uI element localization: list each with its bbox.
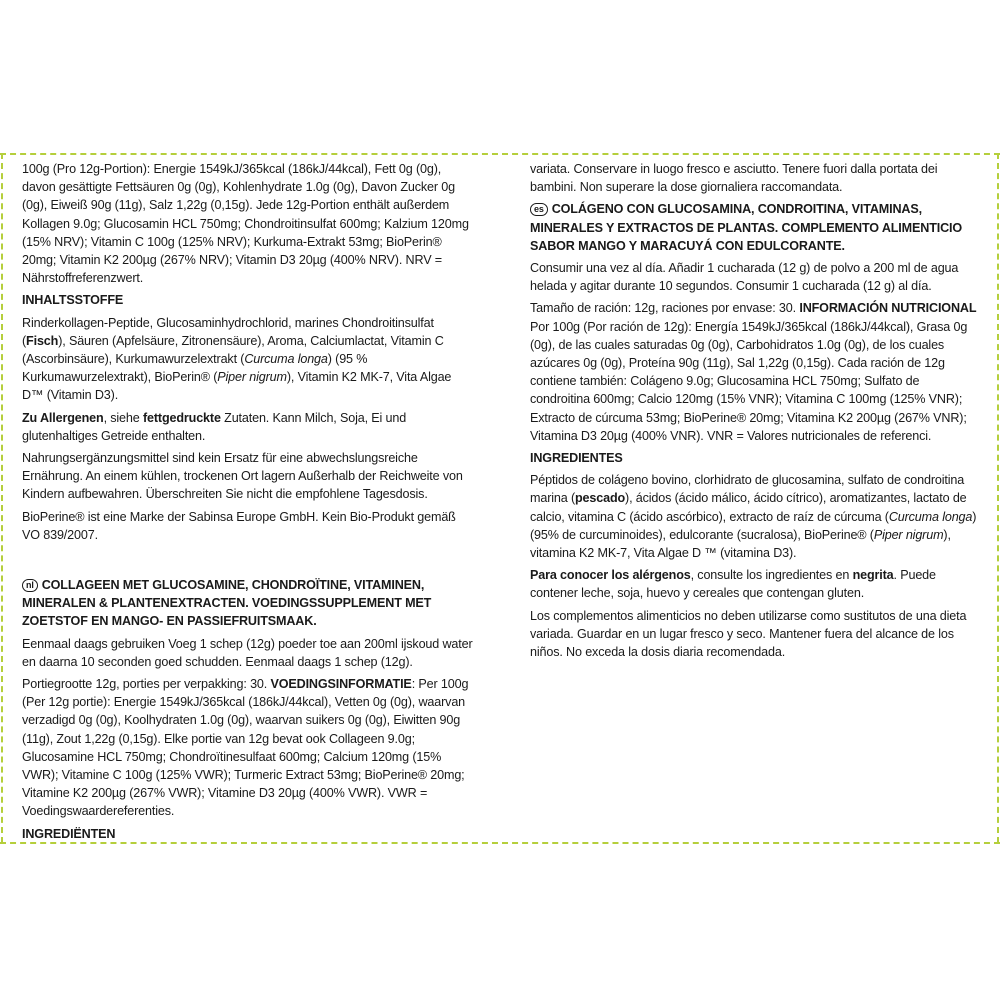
german-nutrition: 100g (Pro 12g-Portion): Energie 1549kJ/365kcal (186kJ/44kcal), Fett 0g (0g), davon gesättigte Fettsäuren 0g (0g), Kohlenhydrate 1.0g (0g), Davon Zucker 0g (0g), Eiweiß 90g (11g), Salz 1,22g (0,15g). Jede 12g-Portion enthält außerdem Kollagen 9.0g; Glucosamin HCL 750mg; Chondroitinsulfat 600mg; Kalzium 120mg (15% NRV); Vitamin C 100g (125% NRV); Kurkuma-Extrakt 53mg; BioPerin® 20mg; Vitamin K2 200µg (267% NRV); Vitamin D3 20µg (400% NRV). NRV = Nährstoffreferenzwert. [22, 162, 469, 286]
german-section [22, 160, 474, 548]
spanish-ingredients: Péptidos de colágeno bovino, clorhidrato de glucosamina, sulfato de condroitina marina (pescado), ácidos (ácido málico, ácido cítrico), aromatizantes, lactato de calcio, vitamina C (ácido ascórbico), extracto de raíz de cúrcuma (Curcuma longa) (95% de curcuminoides), edulcorante (sucralosa), BioPerine® (Piper nigrum), vitamina K2 MK-7, Vita Algae D ™ (vitamina D3). [530, 473, 977, 561]
spanish-warning: Los complementos alimenticios no deben utilizarse como sustitutos de una dieta variada. Guardar en un lugar fresco y seco. Mantener fuera del alcance de los niños. No exceda la dosis diaria recomendada. [530, 608, 967, 660]
german-trademark: BioPerine® ist eine Marke der Sabinsa Europe GmbH. Kein Bio-Produkt gemäß VO 839/2007. [22, 509, 456, 542]
dutch-nutrition: Portiegrootte 12g, porties per verpakking: 30. VOEDINGSINFORMATIE: Per 100g (Per 12g portie): Energie 1549kJ/365kcal (186kJ/44kcal), Vetten 0g (0g), waarvan verzadigd 0g (0g), Koolhydraten 1.0g (0g), waarvan suikers 0g (0g), Eiwitten 90g (11g), Zout 1,22g (0,15g). Elke portie van 12g bevat ook Collageen 9.0g; Glucosamine HCL 750mg; Chondroïtinesulfaat 600mg; Calcium 120mg (15% VWR); Vitamine C 100g (125% VWR); Turmeric Extract 53mg; BioPerine® 20mg; Vitamine K2 200µg (267% VWR); Vitamine D3 20µg (400% VWR). VWR = Voedingswaardereferenties. [22, 677, 469, 819]
spanish-section [530, 160, 978, 665]
language-badge-nl: nl [22, 579, 38, 592]
italian-warning-tail: variata. Conservare in luogo fresco e asciutto. Tenere fuori dalla portata dei bambini. Non superare la dose giornaliera raccomandata. [530, 162, 938, 195]
language-badge-es: es [530, 203, 548, 216]
spanish-usage: Consumir una vez al día. Añadir 1 cucharada (12 g) de polvo a 200 ml de agua helada y agitar durante 10 segundos. Consumir 1 cucharada (12 g) al día. [530, 261, 959, 294]
dutch-title: nl COLLAGEEN MET GLUCOSAMINE, CHONDROÏTINE, VITAMINEN, MINERALEN & PLANTENEXTRACTEN. VOEDINGSSUPPLEMENT MET ZOETSTOF EN MANGO- EN PASSIEFRUITSMAAK. [22, 578, 432, 629]
spanish-ingredients-heading: INGREDIENTES [530, 451, 623, 466]
german-ingredients-heading: INHALTSSTOFFE [22, 293, 124, 308]
right-dashed-border [997, 153, 999, 843]
top-dashed-divider [0, 153, 1000, 155]
german-warning: Nahrungsergänzungsmittel sind kein Ersatz für eine abwechslungsreiche Ernährung. An einem kühlen, trockenen Ort lagern Außerhalb der Reichweite von Kindern aufbewahren. Überschreiten Sie nicht die empfohlene Tagesdosis. [22, 451, 463, 502]
german-allergens: Zu Allergenen, siehe fettgedruckte Zutaten. Kann Milch, Soja, Ei und glutenhaltiges Getreide enthalten. [22, 410, 407, 443]
spanish-allergens: Para conocer los alérgenos, consulte los ingredientes en negrita. Puede contener leche, soja, huevo y cereales que contengan gluten. [530, 568, 936, 601]
left-dashed-border [1, 153, 3, 843]
spanish-title: es COLÁGENO CON GLUCOSAMINA, CONDROITINA, VITAMINAS, MINERALES Y EXTRACTOS DE PLANTAS. COMPLEMENTO ALIMENTICIO SABOR MANGO Y MARACUYÁ CON EDULCORANTE. [530, 202, 963, 253]
german-ingredients: Rinderkollagen-Peptide, Glucosaminhydrochlorid, marines Chondroitinsulfat (Fisch), Säuren (Apfelsäure, Zitronensäure), Aroma, Calciumlactat, Vitamin C (Ascorbinsäure), Kurkumawurzelextrakt (Curcuma longa) (95 % Kurkumawurzelextrakt), BioPerin® (Piper nigrum), Vitamin K2 MK-7, Vita Algae D™ (Vitamin D3). [22, 315, 452, 403]
dutch-ingredients-heading: INGREDIËNTEN [22, 826, 116, 841]
spanish-nutrition: Tamaño de ración: 12g, raciones por envase: 30. INFORMACIÓN NUTRICIONAL Por 100g (Por ración de 12g): Energía 1549kJ/365kcal (186kJ/44kcal), Grasa 0g (0g), de las cuales saturadas 0g (0g), Carbohidratos 1.0g (0g), de los cuales azúcares 0g (0g), Proteína 90g (11g), Sal 1,22g (0,15g). Cada ración de 12g contiene también: Colágeno 9.0g; Glucosamina HCL 750mg; Sulfato de condroitina 600mg; Calcio 120mg (15% VNR); Vitamina C 100mg (125% VNR); Extracto de cúrcuma 53mg; BioPerine® 20mg; Vitamina K2 200µg (267% VNR); Vitamina D3 20µg (400% VNR). VNR = Valores nutricionales de referenci. [530, 301, 977, 443]
dutch-usage: Eenmaal daags gebruiken Voeg 1 schep (12g) poeder toe aan 200ml ijskoud water en daarna 10 seconden goed schudden. Eenmaal daags 1 schep (12g). [22, 636, 473, 669]
dutch-section [22, 576, 474, 847]
